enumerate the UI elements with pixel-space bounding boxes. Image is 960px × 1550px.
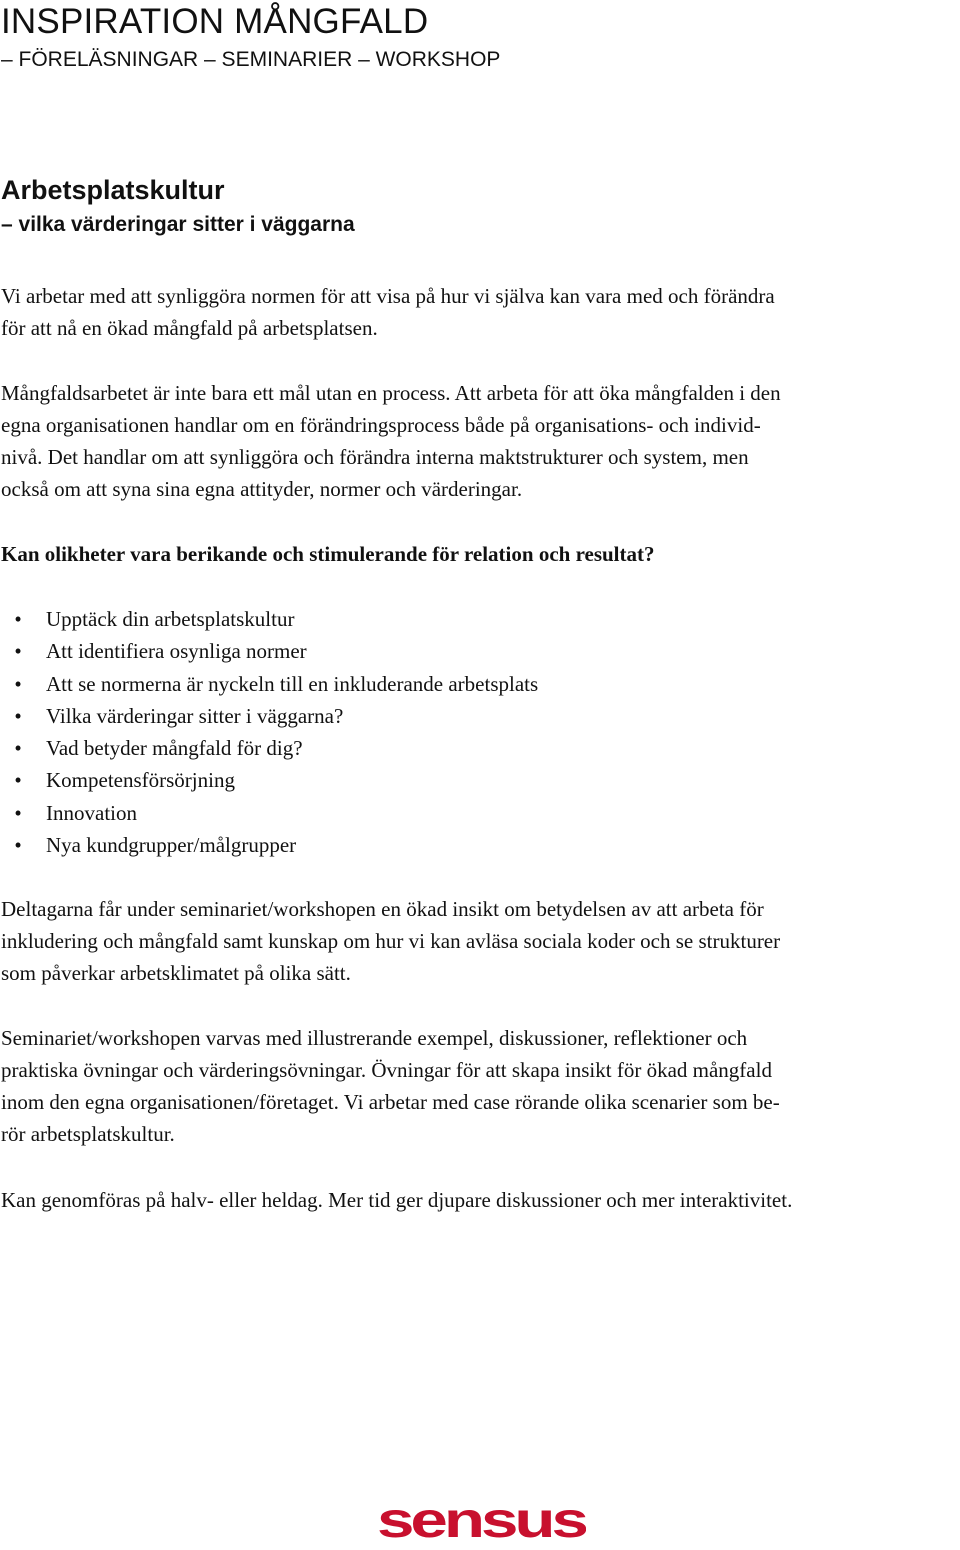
participants-line: som påverkar arbetsklimatet på olika sätt. [1, 961, 351, 985]
bullet-icon: • [14, 736, 22, 761]
list-item-label: Nya kundgrupper/målgrupper [46, 833, 297, 858]
intro-line: Vi arbetar med att synliggöra normen för att visa på hur vi själva kan vara med och förändra [1, 284, 775, 308]
bullet-icon: • [14, 800, 22, 825]
bullet-icon: • [14, 833, 22, 858]
bullet-icon: • [14, 607, 22, 631]
page-title: INSPIRATION MÅNGFALD [1, 2, 429, 41]
list-item-label: Vad betyder mångfald för dig? [46, 736, 303, 761]
list-item [0, 797, 538, 829]
process-line: Mångfaldsarbetet är inte bara ett mål utan en process. Att arbeta för att öka mångfalden i den [1, 381, 781, 405]
bullet-icon: • [14, 703, 22, 728]
section-subtitle: – vilka värderingar sitter i väggarna [1, 213, 355, 236]
logo-wordmark: sensus [377, 1497, 586, 1545]
sensus-logo-mark [376, 1497, 586, 1545]
process-paragraph [1, 377, 959, 505]
list-item [0, 668, 538, 700]
process-line: också om att syna sina egna attityder, normer och värderingar. [1, 477, 523, 501]
topic-list [0, 603, 538, 861]
participants-line: inkludering och mångfald samt kunskap om hur vi kan avläsa sociala koder och se strukturer [1, 929, 781, 953]
list-item-label: Att identifiera osynliga normer [46, 639, 307, 664]
list-item-label: Kompetensförsörjning [46, 768, 235, 793]
list-item [0, 829, 538, 861]
intro-line: för att nå en ökad mångfald på arbetsplatsen. [1, 316, 378, 340]
key-question: Kan olikheter vara berikande och stimulerande för relation och resultat? [1, 542, 655, 566]
list-item [0, 635, 538, 667]
list-item [0, 603, 538, 635]
participants-paragraph [1, 893, 959, 989]
intro-paragraph [1, 280, 959, 344]
participants-line: Deltagarna får under seminariet/workshopen en ökad insikt om betydelsen av att arbeta för [1, 897, 764, 921]
list-item-label: Vilka värderingar sitter i väggarna? [46, 703, 344, 728]
method-line: Seminariet/workshopen varvas med illustrerande exempel, diskussioner, reflektioner och [1, 1026, 748, 1050]
list-item-label: Innovation [46, 800, 137, 825]
process-line: nivå. Det handlar om att synliggöra och förändra interna maktstrukturer och system, men [1, 445, 749, 469]
list-item [0, 764, 538, 796]
bullet-icon: • [14, 671, 22, 696]
method-line: praktiska övningar och värderingsövningar. Övningar för att skapa insikt för ökad mångfald [1, 1058, 772, 1082]
process-line: egna organisationen handlar om en förändringsprocess både på organisations- och individ- [1, 413, 761, 437]
bullet-icon: • [14, 639, 22, 664]
list-item-label: Upptäck din arbetsplatskultur [46, 607, 295, 631]
sensus-logo [376, 1497, 586, 1545]
section-title: Arbetsplatskultur [1, 175, 225, 205]
duration-paragraph [1, 1184, 960, 1216]
page-subtitle: – FÖRELÄSNINGAR – SEMINARIER – WORKSHOP [1, 48, 501, 71]
list-item-label: Att se normerna är nyckeln till en inkluderande arbetsplats [46, 671, 539, 696]
duration-line: Kan genomföras på halv- eller heldag. Mer tid ger djupare diskussioner och mer interaktivitet. [1, 1188, 793, 1212]
method-paragraph [1, 1022, 959, 1150]
list-item [0, 700, 538, 732]
method-line: inom den egna organisationen/företaget. Vi arbetar med case rörande olika scenarier som be- [1, 1090, 780, 1114]
list-item [0, 732, 538, 764]
bullet-icon: • [14, 768, 22, 793]
method-line: rör arbetsplatskultur. [1, 1122, 175, 1146]
